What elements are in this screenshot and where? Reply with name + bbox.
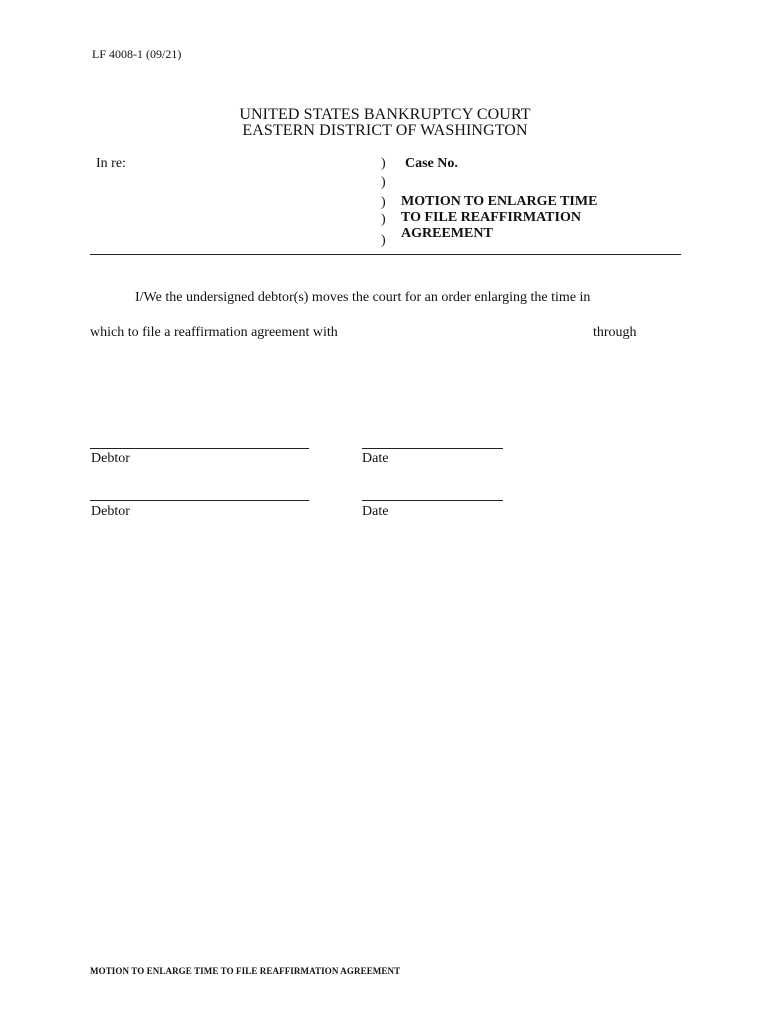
caption-paren: )	[381, 156, 386, 171]
date-label: Date	[362, 451, 389, 466]
motion-body-through: through	[593, 325, 637, 340]
motion-body-line1: I/We the undersigned debtor(s) moves the court for an order enlarging the time in	[135, 290, 591, 305]
caption-divider	[90, 254, 681, 255]
caption-paren: )	[381, 212, 386, 227]
case-number-label: Case No.	[405, 156, 458, 171]
date-label: Date	[362, 504, 389, 519]
debtor-signature-line[interactable]	[90, 500, 309, 501]
caption-paren: )	[381, 233, 386, 248]
motion-title-line3: AGREEMENT	[401, 226, 493, 241]
caption-paren: )	[381, 195, 386, 210]
date-signature-line[interactable]	[362, 500, 503, 501]
motion-body-line2: which to file a reaffirmation agreement with	[90, 325, 338, 340]
debtor-label: Debtor	[91, 504, 130, 519]
form-id: LF 4008-1 (09/21)	[92, 47, 182, 61]
motion-title-line1: MOTION TO ENLARGE TIME	[401, 194, 598, 209]
court-name: UNITED STATES BANKRUPTCY COURT	[239, 106, 531, 123]
date-signature-line[interactable]	[362, 448, 503, 449]
debtor-label: Debtor	[91, 451, 130, 466]
court-district: EASTERN DISTRICT OF WASHINGTON	[242, 122, 528, 139]
footer-title: MOTION TO ENLARGE TIME TO FILE REAFFIRMATION AGREEMENT	[90, 966, 401, 976]
in-re-label: In re:	[96, 156, 126, 171]
motion-title-line2: TO FILE REAFFIRMATION	[401, 210, 581, 225]
caption-paren: )	[381, 175, 386, 190]
debtor-signature-line[interactable]	[90, 448, 309, 449]
